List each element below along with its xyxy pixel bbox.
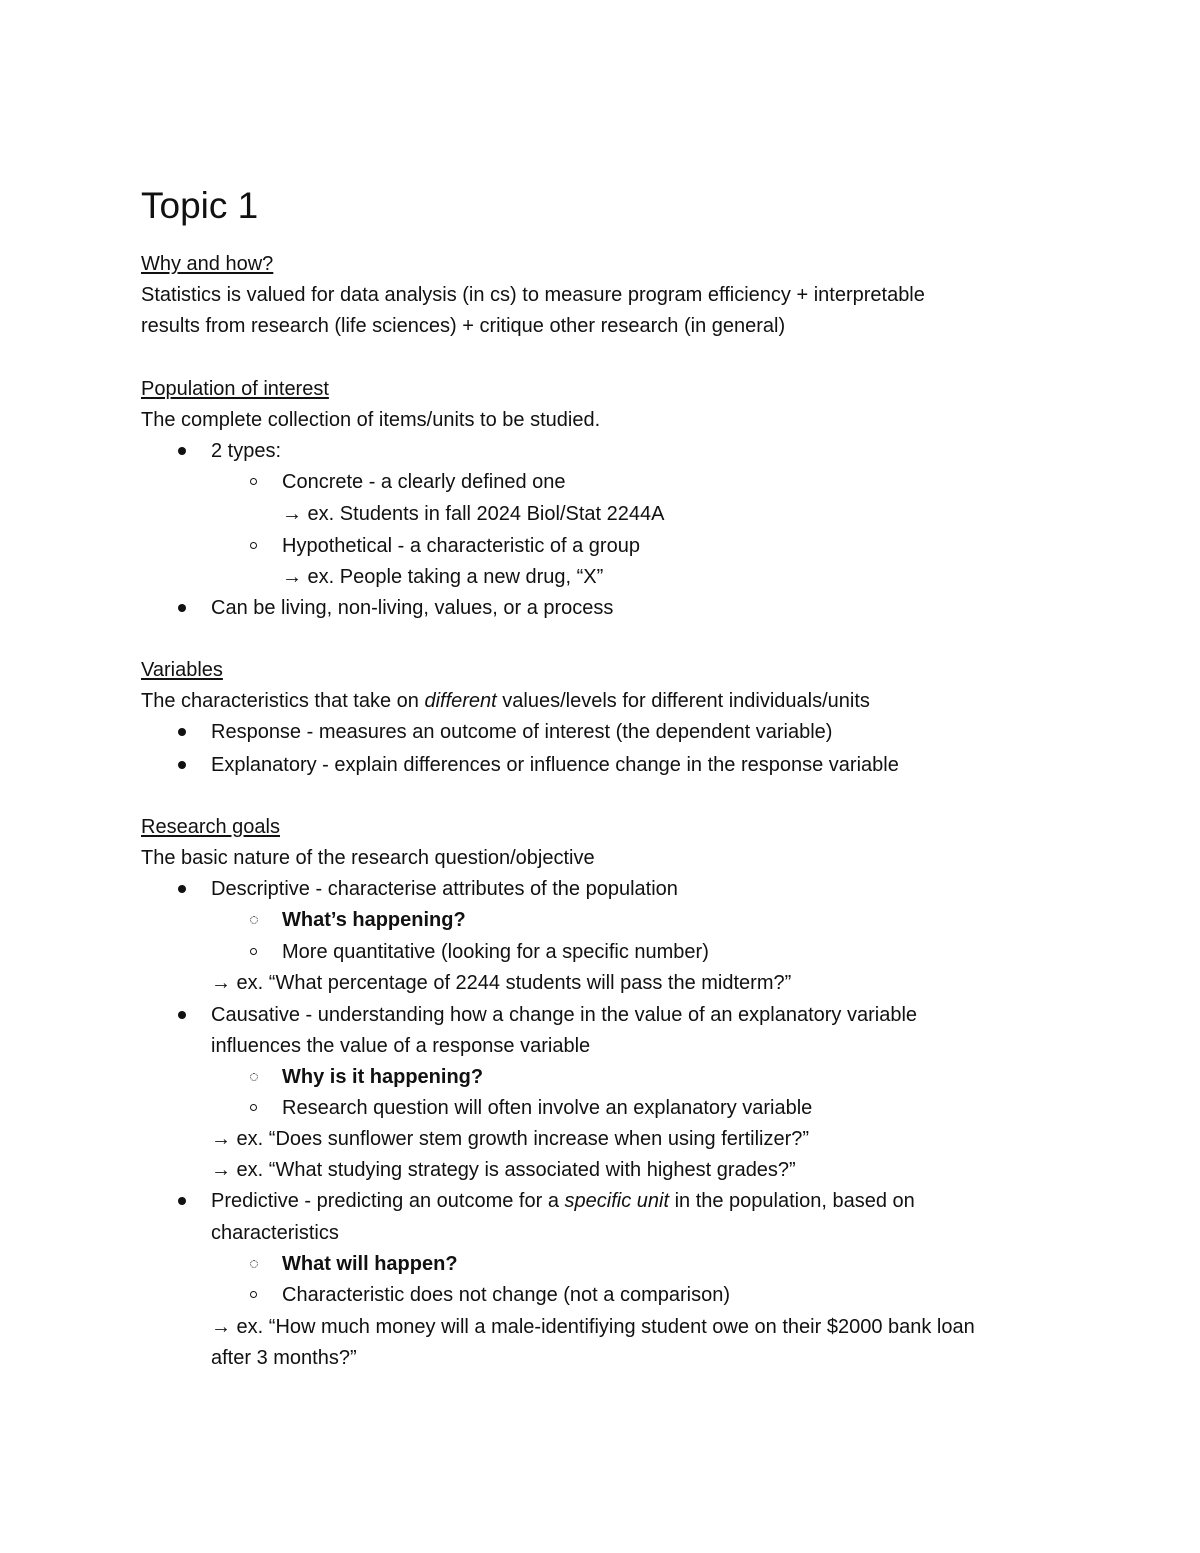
section-heading-variables: Variables [141, 659, 223, 681]
emphasis-text: specific unit [564, 1190, 670, 1212]
list-item: What’s happening? [282, 909, 466, 931]
list-item: Concrete - a clearly defined one [282, 471, 566, 493]
list-item: Can be living, non-living, values, or a process [211, 597, 614, 619]
example-line: → ex. People taking a new drug, “X” [282, 566, 604, 588]
section-heading-why: Why and how? [141, 253, 274, 275]
bullet-icon [178, 447, 186, 455]
paragraph-line: Statistics is valued for data analysis (in cs) to measure program efficiency + interpretable [141, 284, 925, 306]
circle-bullet-icon [250, 1291, 257, 1298]
bullet-icon [178, 1011, 186, 1019]
list-item: Explanatory - explain differences or influence change in the response variable [211, 754, 899, 776]
dotted-circle-bullet-icon [250, 1073, 258, 1081]
example-line: → ex. “Does sunflower stem growth increase when using fertilizer?” [211, 1128, 810, 1150]
bullet-icon [178, 761, 186, 769]
paragraph-line: The complete collection of items/units to be studied. [141, 409, 601, 431]
text-run: in the population, based on [669, 1190, 915, 1212]
example-line: → ex. “How much money will a male-identifiying student owe on their $2000 bank loan [211, 1316, 975, 1338]
bullet-icon [178, 1197, 186, 1205]
list-item [211, 1189, 915, 1213]
circle-bullet-icon [250, 542, 257, 549]
circle-bullet-icon [250, 1104, 257, 1111]
section-heading-goals: Research goals [141, 816, 280, 838]
paragraph-line: results from research (life sciences) + critique other research (in general) [141, 315, 786, 337]
paragraph-line: The basic nature of the research question/objective [141, 847, 595, 869]
list-item: Hypothetical - a characteristic of a group [282, 535, 640, 557]
text-run: The characteristics that take on [141, 690, 425, 712]
page-title: Topic 1 [141, 185, 259, 226]
list-item: Why is it happening? [282, 1066, 484, 1088]
circle-bullet-icon [250, 948, 257, 955]
example-line: → ex. Students in fall 2024 Biol/Stat 2244A [282, 503, 665, 525]
dotted-circle-bullet-icon [250, 1260, 258, 1268]
list-item: More quantitative (looking for a specific number) [282, 941, 709, 963]
list-item-continuation: characteristics [211, 1222, 339, 1244]
example-line: → ex. “What percentage of 2244 students will pass the midterm?” [211, 972, 792, 994]
bullet-icon [178, 728, 186, 736]
emphasis-text: different [424, 690, 497, 712]
bullet-icon [178, 885, 186, 893]
list-item: Descriptive - characterise attributes of the population [211, 878, 678, 900]
paragraph-line [141, 689, 870, 713]
dotted-circle-bullet-icon [250, 916, 258, 924]
list-item: Characteristic does not change (not a comparison) [282, 1284, 731, 1306]
example-line: → ex. “What studying strategy is associated with highest grades?” [211, 1159, 796, 1181]
list-item: Response - measures an outcome of interest (the dependent variable) [211, 721, 833, 743]
list-item-continuation: influences the value of a response variable [211, 1035, 591, 1057]
circle-bullet-icon [250, 478, 257, 485]
list-item: 2 types: [211, 440, 282, 462]
example-line: after 3 months?” [211, 1347, 357, 1369]
section-heading-population: Population of interest [141, 378, 329, 400]
list-item: Research question will often involve an explanatory variable [282, 1097, 813, 1119]
text-run: Predictive - predicting an outcome for a [211, 1190, 565, 1212]
list-item: Causative - understanding how a change in the value of an explanatory variable [211, 1004, 918, 1026]
bullet-icon [178, 604, 186, 612]
text-run: values/levels for different individuals/units [496, 690, 870, 712]
list-item: What will happen? [282, 1253, 458, 1275]
